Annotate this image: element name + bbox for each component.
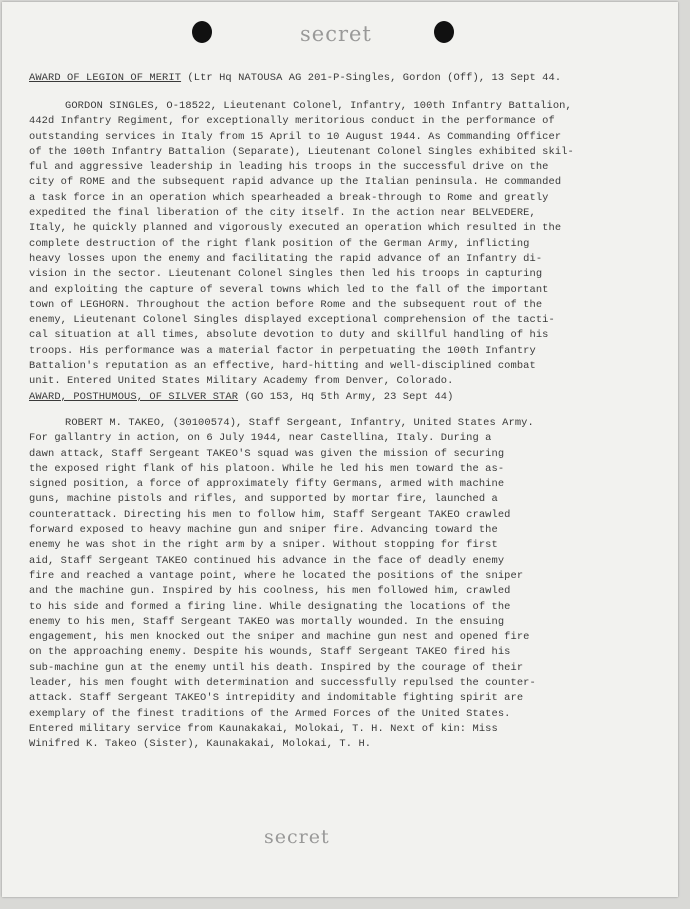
citation-line: and the machine gun. Inspired by his coolness, his men followed him, crawled <box>29 585 511 598</box>
silver-star-reference: (GO 153, Hq 5th Army, 23 Sept 44) <box>238 391 454 403</box>
citation-line: Battalion's reputation as an effective, hard-hitting and well-disciplined combat <box>29 360 536 373</box>
citation-line: ROBERT M. TAKEO, (30100574), Staff Sergeant, Infantry, United States Army. <box>65 417 534 429</box>
citation-line: expedited the final liberation of the city itself. In the action near BELVEDERE, <box>29 207 536 220</box>
citation-line: exemplary of the finest traditions of the Armed Forces of the United States. <box>29 707 511 720</box>
citation-line: aid, Staff Sergeant TAKEO continued his advance in the face of deadly enemy <box>29 554 505 567</box>
citation-line: guns, machine pistols and rifles, and supported by mortar fire, launched a <box>29 493 498 506</box>
citation-line: dawn attack, Staff Sergeant TAKEO'S squad was given the mission of securing <box>29 447 505 460</box>
citation-line: to his side and formed a firing line. While designating the locations of the <box>29 600 511 613</box>
legion-of-merit-heading <box>29 71 649 86</box>
citation-line: enemy he was shot in the right arm by a sniper. Without stopping for first <box>29 539 498 552</box>
citation-line: GORDON SINGLES, O-18522, Lieutenant Colonel, Infantry, 100th Infantry Battalion, <box>65 100 572 112</box>
citation-line: fire and reached a vantage point, where he located the positions of the sniper <box>29 569 524 582</box>
citation-line: on the approaching enemy. Despite his wounds, Staff Sergeant TAKEO fired his <box>29 646 511 659</box>
citation-line: troops. His performance was a material factor in perpetuating the 100th Infantry <box>29 344 536 357</box>
citation-line: heavy losses upon the enemy and facilitating the rapid advance of an Infantry di- <box>29 252 543 265</box>
citation-line: complete destruction of the right flank position of the German Army, inflicting <box>29 237 530 250</box>
citation-line: and exploiting the capture of several towns which led to the fall of the important <box>29 283 549 296</box>
silver-star-heading <box>29 390 649 405</box>
silver-star-title: AWARD, POSTHUMOUS, OF SILVER STAR <box>29 391 239 403</box>
citation-line: enemy, Lieutenant Colonel Singles displayed exceptional comprehension of the tacti- <box>29 314 555 327</box>
punch-hole-left <box>192 21 212 43</box>
secret-stamp-bottom: secret <box>264 826 330 848</box>
citation-line: unit. Entered United States Military Academy from Denver, Colorado. <box>29 375 454 388</box>
citation-line: counterattack. Directing his men to follow him, Staff Sergeant TAKEO crawled <box>29 508 511 521</box>
citation-line: cal situation at all times, absolute devotion to duty and skillful handling of his <box>29 329 549 342</box>
citation-line: For gallantry in action, on 6 July 1944, near Castellina, Italy. During a <box>29 432 492 445</box>
citation-line: Italy, he quickly planned and vigorously executed an operation which resulted in the <box>29 222 562 235</box>
silver-star-citation <box>29 416 649 753</box>
document-page <box>2 2 678 897</box>
citation-line: Winifred K. Takeo (Sister), Kaunakakai, Molokai, T. H. <box>29 738 372 751</box>
citation-line: Entered military service from Kaunakakai, Molokai, T. H. Next of kin: Miss <box>29 722 498 735</box>
citation-line: ful and aggressive leadership in leading his troops in the successful drive on the <box>29 161 549 174</box>
legion-of-merit-citation <box>29 99 649 390</box>
legion-of-merit-reference: (Ltr Hq NATOUSA AG 201-P-Singles, Gordon (Off), 13 Sept 44. <box>181 72 562 84</box>
citation-line: enemy to his men, Staff Sergeant TAKEO was mortally wounded. In the ensuing <box>29 615 505 628</box>
punch-hole-right <box>434 21 454 43</box>
citation-line: city of ROME and the subsequent rapid advance up the Italian peninsula. He commanded <box>29 176 562 189</box>
citation-line: vision in the sector. Lieutenant Colonel Singles then led his troops in capturing <box>29 268 543 281</box>
citation-line: signed position, a force of approximately fifty Germans, armed with machine <box>29 478 505 491</box>
citation-line: engagement, his men knocked out the sniper and machine gun nest and opened fire <box>29 631 530 644</box>
citation-line: of the 100th Infantry Battalion (Separate), Lieutenant Colonel Singles exhibited skil- <box>29 145 574 158</box>
citation-line: outstanding services in Italy from 15 April to 10 August 1944. As Commanding Officer <box>29 130 562 143</box>
citation-line: town of LEGHORN. Throughout the action before Rome and the subsequent rout of the <box>29 298 543 311</box>
secret-stamp-top: secret <box>300 22 372 46</box>
citation-line: leader, his men fought with determination and successfully repulsed the counter- <box>29 677 536 690</box>
citation-line: a task force in an operation which spearheaded a break-through to Rome and greatly <box>29 191 549 204</box>
citation-line: the exposed right flank of his platoon. While he led his men toward the as- <box>29 462 505 475</box>
legion-of-merit-title: AWARD OF LEGION OF MERIT <box>29 72 182 84</box>
citation-line: attack. Staff Sergeant TAKEO'S intrepidity and indomitable fighting spirit are <box>29 692 524 705</box>
citation-line: sub-machine gun at the enemy until his death. Inspired by the courage of their <box>29 661 524 674</box>
citation-line: forward exposed to heavy machine gun and sniper fire. Advancing toward the <box>29 524 498 537</box>
citation-line: 442d Infantry Regiment, for exceptionally meritorious conduct in the performance of <box>29 115 555 128</box>
